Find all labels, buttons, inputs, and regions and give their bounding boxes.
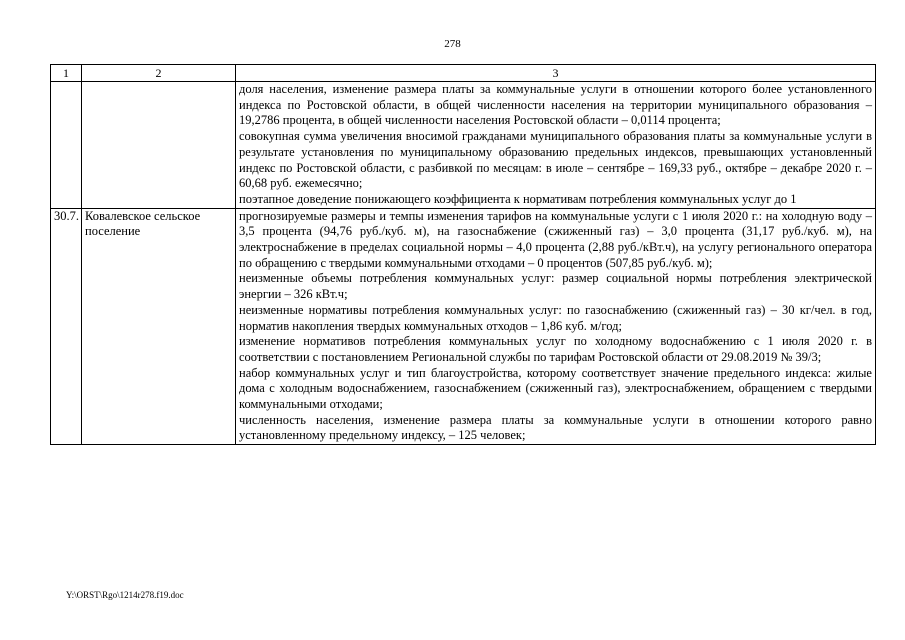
table-row [51,208,876,445]
content-paragraph: набор коммунальных услуг и тип благоустройства, которому соответствует значение предельного индекса: жилые дома с холодным водоснабжением, газоснабжением (сжиженный газ), электроснабжением, обращением с твердыми коммунальными отходами; [239,365,872,412]
settlement-name: Ковалевское сельское поселение [82,208,236,445]
content-paragraph: доля населения, изменение размера платы за коммунальные услуги в отношении которого более установленного индекса по Ростовской области, в общей численности населения на территории муниципального образования – 19,2786 процента, в общей численности населения Ростовской области – 0,0114 процента; [239,82,872,128]
row-number: 30.7. [51,208,82,445]
page-number: 278 [444,38,461,50]
row-number [51,82,82,209]
row-content [236,82,876,209]
row-content [236,208,876,445]
content-paragraph: совокупная сумма увеличения вносимой гражданами муниципального образования платы за коммунальные услуги в результате установления по муниципальному образованию предельных индексов, превышающих установленный индекс по Ростовской области, с разбивкой по месяцам: в июле – сентябре – 169,33 руб., октябре – декабре 2020 г. – 60,68 руб. ежемесячно; [239,129,872,191]
content-paragraph: прогнозируемые размеры и темпы изменения тарифов на коммунальные услуги с 1 июля 2020 г.: на холодную воду – 3,5 процента (94,76 руб./куб. м), на газоснабжение (сжиженный газ) – 3,0 процента (31,17 руб./куб. м), на электроснабжение в пределах социальной нормы – 4,0 процента (2,88 руб./кВт.ч), на услугу регионального оператора по обращению с твердыми коммунальными отходами – 0 процентов (507,85 руб./куб. м); [239,208,872,270]
header-col-3: 3 [236,65,876,82]
settlement-name [82,82,236,209]
header-col-1: 1 [51,65,82,82]
file-path-footer: Y:\ORST\Rgo\1214r278.f19.doc [66,590,184,600]
content-paragraph: поэтапное доведение понижающего коэффициента к нормативам потребления коммунальных услуг до 1 [239,191,797,206]
document-table [50,64,876,445]
content-paragraph: неизменные объемы потребления коммунальных услуг: размер социальной нормы потребления электрической энергии – 326 кВт.ч; [239,271,872,302]
content-paragraph: неизменные нормативы потребления коммунальных услуг: по газоснабжению (сжиженный газ) – 30 кг/чел. в год, норматив накопления твердых коммунальных отходов – 1,86 куб. м/год; [239,302,872,333]
header-col-2: 2 [82,65,236,82]
content-paragraph: изменение нормативов потребления коммунальных услуг по холодному водоснабжению с 1 июля 2020 г. в соответствии с постановлением Региональной службы по тарифам Ростовской области от 29.08.2019 № 39/3; [239,334,872,364]
table-header-row [51,65,876,82]
table-row [51,82,876,209]
content-paragraph: численность населения, изменение размера платы за коммунальные услуги в отношении которого равно установленному предельному индексу, – 125 человек; [239,412,872,443]
